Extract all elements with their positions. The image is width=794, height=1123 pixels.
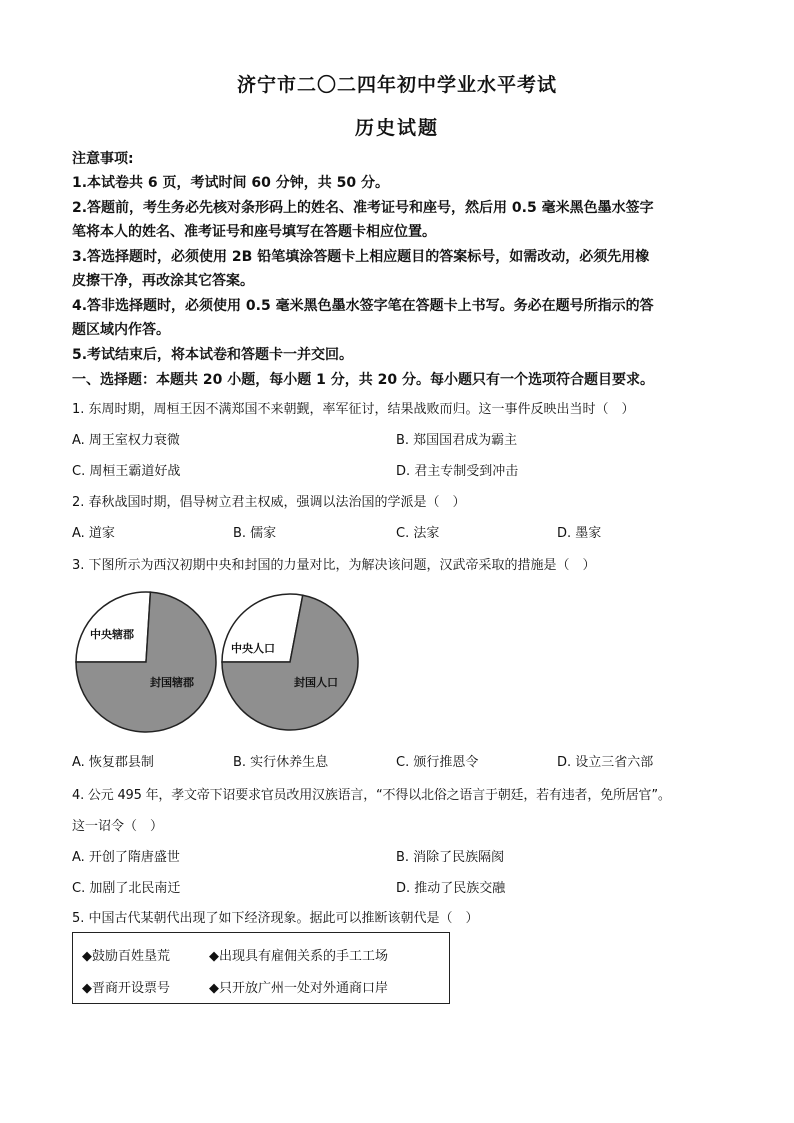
question-2-option-a: A. 道家	[72, 526, 115, 541]
question-2-option-b: B. 儒家	[233, 526, 277, 541]
question-4-option-b: B. 消除了民族隔阂	[396, 850, 505, 865]
question-2-option-d: D. 墨家	[557, 526, 602, 541]
question-3-option-b: B. 实行休养生息	[233, 755, 329, 770]
question-4-stem-continued: 这一诏令（ ）	[72, 819, 164, 834]
notice-line-1: 1.本试卷共 6 页，考试时间 60 分钟，共 50 分。	[72, 175, 390, 191]
question-4-stem: 4. 公元 495 年，孝文帝下诏要求官员改用汉族语言，“不得以北俗之语言于朝廷，若有违者，免所居官”。	[72, 788, 671, 803]
question-2-option-c: C. 法家	[396, 526, 440, 541]
question-1-option-d: D. 君主专制受到冲击	[396, 464, 519, 479]
notice-line-6: 4.答非选择题时，必须使用 0.5 毫米黑色墨水签字笔在答题卡上书写。务必在题号所指示的答	[72, 298, 654, 314]
question-3-option-c: C. 颁行推恩令	[396, 755, 479, 770]
exam-title: 济宁市二〇二四年初中学业水平考试	[236, 74, 557, 96]
question-4-option-d: D. 推动了民族交融	[396, 881, 506, 896]
evidence-box	[72, 932, 450, 1004]
question-4-option-c: C. 加剧了北民南迁	[72, 881, 181, 896]
pie-chart-counties	[72, 588, 220, 736]
question-4-option-a: A. 开创了隋唐盛世	[72, 850, 180, 865]
evidence-item: ◆出现具有雇佣关系的手工工场	[209, 949, 388, 964]
notice-heading: 注意事项:	[72, 151, 134, 167]
pie-chart-population	[220, 588, 362, 736]
pie-slice-label: 封国人口	[294, 676, 338, 689]
question-1-stem: 1. 东周时期，周桓王因不满郑国不来朝觐，率军征讨，结果战败而归。这一事件反映出当时（ ）	[72, 402, 635, 417]
exam-subtitle: 历史试题	[354, 117, 439, 139]
evidence-item: ◆鼓励百姓垦荒	[82, 949, 170, 964]
evidence-item: ◆只开放广州一处对外通商口岸	[209, 981, 388, 996]
question-3-option-d: D. 设立三省六部	[557, 755, 654, 770]
section-heading: 一、选择题：本题共 20 小题，每小题 1 分，共 20 分。每小题只有一个选项符合题目要求。	[72, 372, 654, 388]
notice-line-7: 题区域内作答。	[72, 322, 170, 338]
question-1-option-c: C. 周桓王霸道好战	[72, 464, 181, 479]
question-5-stem: 5. 中国古代某朝代出现了如下经济现象。据此可以推断该朝代是（ ）	[72, 911, 479, 926]
question-3-stem: 3. 下图所示为西汉初期中央和封国的力量对比，为解决该问题，汉武帝采取的措施是（ ）	[72, 558, 596, 573]
notice-line-5: 皮擦干净，再改涂其它答案。	[72, 273, 254, 289]
question-3-option-a: A. 恢复郡县制	[72, 755, 154, 770]
question-1-option-b: B. 郑国国君成为霸主	[396, 433, 518, 448]
question-2-stem: 2. 春秋战国时期，倡导树立君主权威，强调以法治国的学派是（ ）	[72, 495, 466, 510]
pie-slice	[76, 592, 150, 662]
evidence-item: ◆晋商开设票号	[82, 981, 170, 996]
notice-line-3: 笔将本人的姓名、准考证号和座号填写在答题卡相应位置。	[72, 224, 436, 240]
pie-slice-label: 中央人口	[231, 642, 275, 655]
question-1-option-a: A. 周王室权力衰微	[72, 433, 180, 448]
notice-line-8: 5.考试结束后，将本试卷和答题卡一并交回。	[72, 347, 354, 363]
notice-line-2: 2.答题前，考生务必先核对条形码上的姓名、准考证号和座号，然后用 0.5 毫米黑色墨水签字	[72, 200, 654, 216]
pie-slice-label: 中央辖郡	[90, 628, 134, 641]
notice-line-4: 3.答选择题时，必须使用 2B 铅笔填涂答题卡上相应题目的答案标号，如需改动，必须先用橡	[72, 249, 650, 265]
pie-slice-label: 封国辖郡	[150, 676, 194, 689]
